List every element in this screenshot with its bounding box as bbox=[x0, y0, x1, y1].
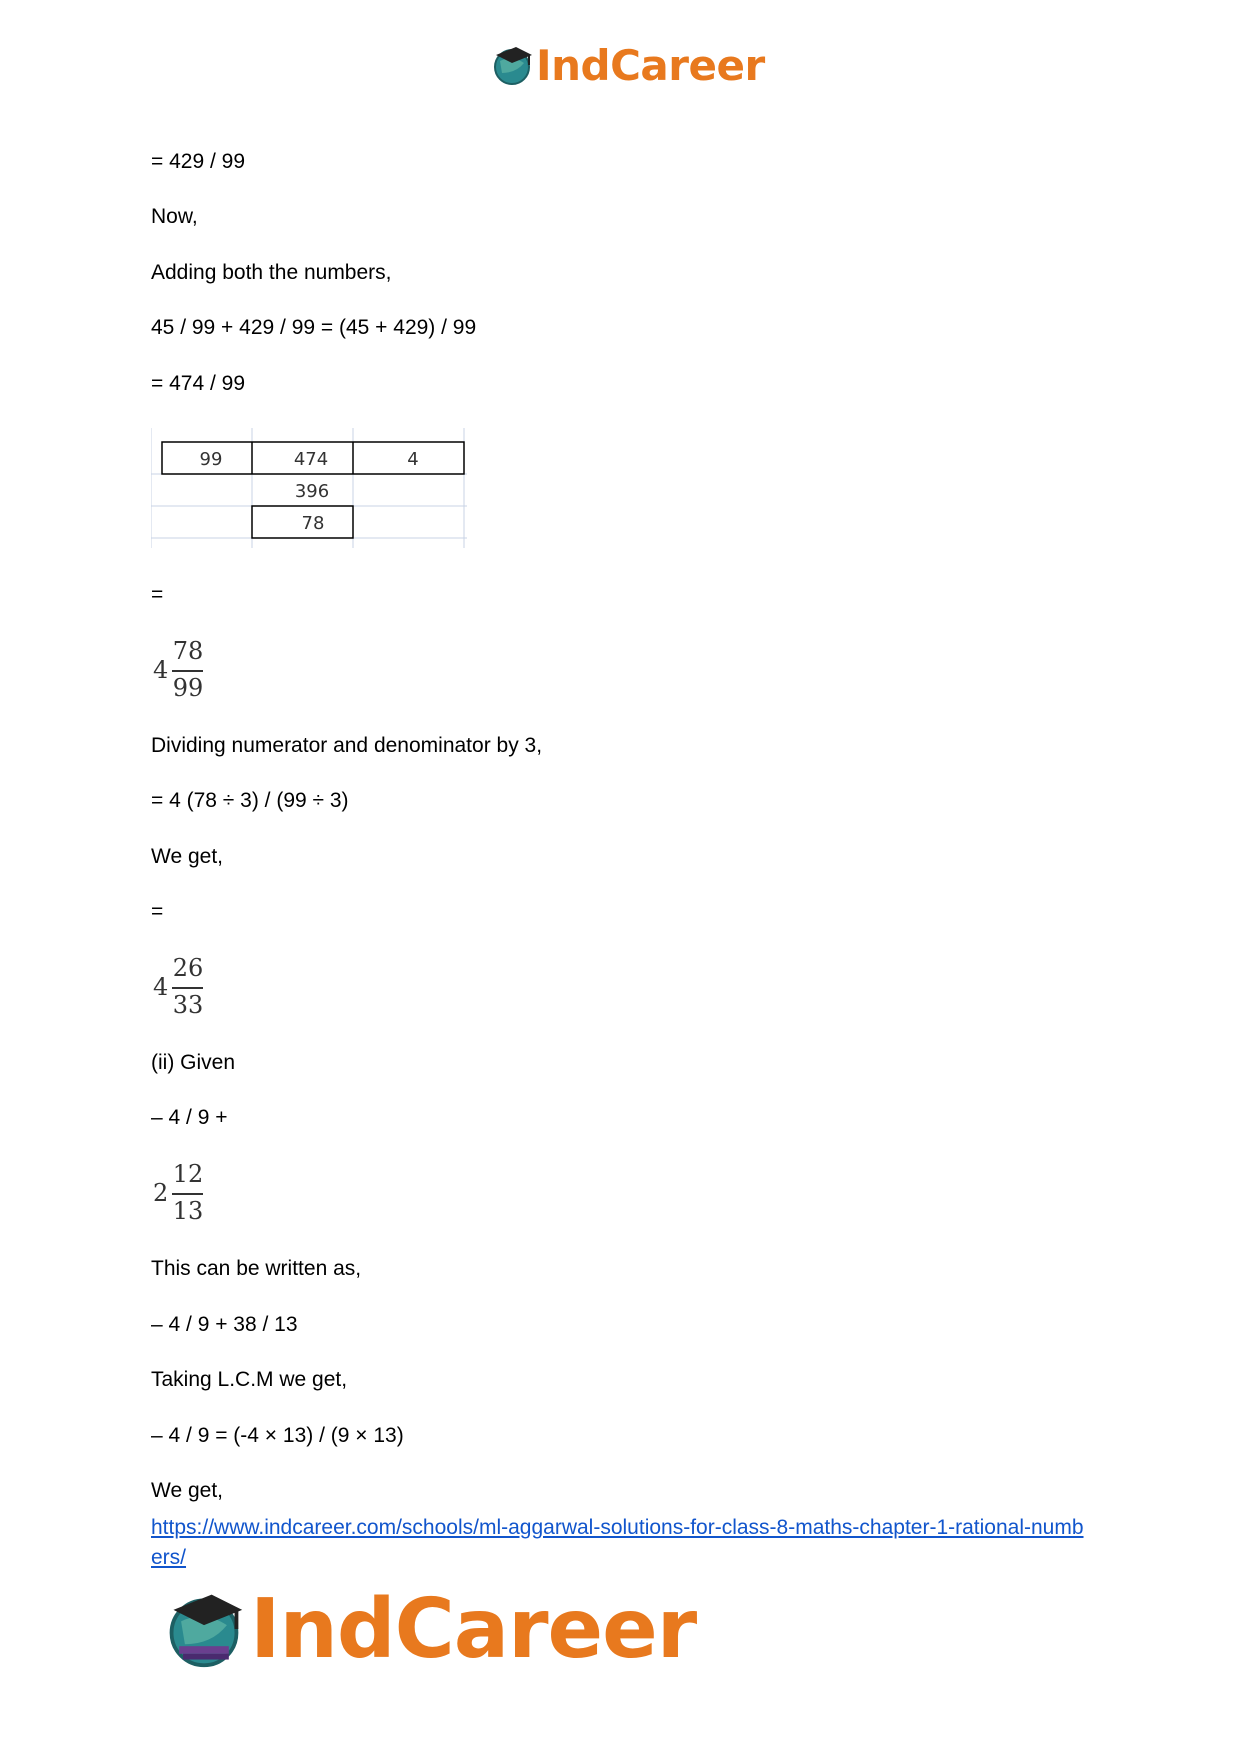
fraction-whole: 4 bbox=[153, 656, 169, 684]
header-logo bbox=[490, 40, 765, 90]
header-logo-text: IndCareer bbox=[536, 40, 765, 90]
text-line: Now, bbox=[151, 205, 198, 228]
fraction-bar bbox=[172, 1193, 203, 1195]
fraction-denominator: 33 bbox=[172, 991, 204, 1019]
fraction-bar bbox=[172, 987, 203, 989]
fraction-numerator: 26 bbox=[172, 954, 204, 982]
footer-logo-text: IndCareer bbox=[250, 1581, 697, 1677]
fraction-whole: 2 bbox=[153, 1179, 169, 1207]
mixed-fraction bbox=[151, 1160, 211, 1230]
long-division-table bbox=[151, 428, 467, 548]
fraction-denominator: 99 bbox=[172, 674, 204, 702]
text-line: – 4 / 9 + 38 / 13 bbox=[151, 1313, 298, 1336]
globe-graduate-icon bbox=[490, 43, 534, 87]
text-line: = bbox=[151, 900, 164, 923]
mixed-fraction bbox=[151, 954, 211, 1024]
text-line: – 4 / 9 = (-4 × 13) / (9 × 13) bbox=[151, 1424, 404, 1447]
text-line: 45 / 99 + 429 / 99 = (45 + 429) / 99 bbox=[151, 316, 477, 339]
dividend-cell: 474 bbox=[293, 449, 329, 470]
text-line: We get, bbox=[151, 1479, 223, 1502]
text-line: = 4 (78 ÷ 3) / (99 ÷ 3) bbox=[151, 789, 349, 812]
globe-graduate-icon bbox=[162, 1587, 246, 1671]
source-link[interactable]: https://www.indcareer.com/schools/ml-aggarwal-solutions-for-class-8-maths-chapter-1-rational-numbers/ bbox=[151, 1516, 1084, 1569]
mixed-fraction bbox=[151, 637, 211, 707]
text-line: This can be written as, bbox=[151, 1257, 362, 1280]
remainder-cell: 78 bbox=[301, 513, 325, 534]
text-line: Taking L.C.M we get, bbox=[151, 1368, 348, 1391]
fraction-numerator: 12 bbox=[172, 1160, 204, 1188]
text-line: We get, bbox=[151, 845, 223, 868]
fraction-whole: 4 bbox=[153, 973, 169, 1001]
text-line: – 4 / 9 + bbox=[151, 1106, 228, 1129]
text-line: (ii) Given bbox=[151, 1051, 236, 1074]
subtract-cell: 396 bbox=[294, 481, 330, 502]
quotient-cell: 4 bbox=[407, 449, 419, 470]
text-line: = 429 / 99 bbox=[151, 150, 245, 173]
text-line: Dividing numerator and denominator by 3, bbox=[151, 734, 543, 757]
fraction-numerator: 78 bbox=[172, 637, 204, 665]
fraction-denominator: 13 bbox=[172, 1197, 204, 1225]
text-line: Adding both the numbers, bbox=[151, 261, 392, 284]
footer-logo bbox=[162, 1583, 696, 1675]
text-line: = bbox=[151, 583, 164, 606]
fraction-bar bbox=[172, 670, 203, 672]
text-line: = 474 / 99 bbox=[151, 372, 245, 395]
divisor-cell: 99 bbox=[199, 449, 223, 470]
